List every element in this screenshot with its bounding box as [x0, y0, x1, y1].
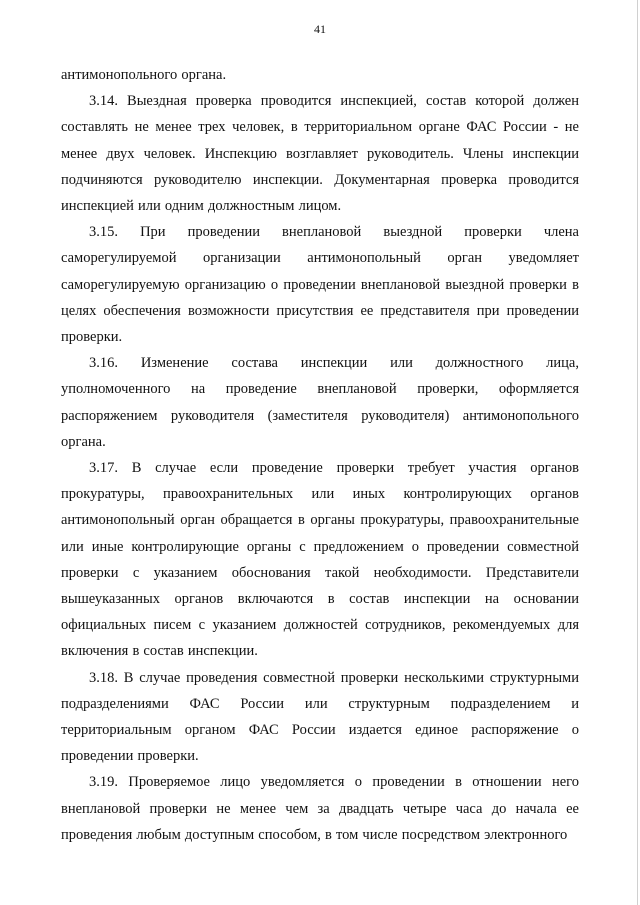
paragraph-3-15: 3.15. При проведении внеплановой выездной проверки члена саморегулируемой организации антимонопольный орган уведомляет саморегулируемую организацию о проведении внеплановой выездной проверки в целях обеспечения возможности присутствия ее представителя при проведении проверки.: [61, 224, 579, 346]
document-body: [61, 62, 579, 848]
paragraph-3-19: 3.19. Проверяемое лицо уведомляется о проведении в отношении него внеплановой проверки не менее чем за двадцать четыре часа до начала ее проведения любым доступным способом, в том числе посредством электронного: [61, 774, 579, 843]
paragraph-continuation: антимонопольного органа.: [61, 67, 227, 83]
paragraph-3-17: 3.17. В случае если проведение проверки требует участия органов прокуратуры, правоохранительных или иных контролирующих органов антимонопольный орган обращается в органы прокуратуры, правоохранительные или иные контролирующие органы с предложением о проведении совместной проверки с указанием обоснования такой необходимости. Представители вышеуказанных органов включаются в состав инспекции на основании официальных писем с указанием должностей сотрудников, рекомендуемых для включения в состав инспекции.: [61, 460, 579, 660]
page-edge: [637, 0, 638, 905]
paragraph-3-14: 3.14. Выездная проверка проводится инспекцией, состав которой должен составлять не менее трех человек, в территориальном органе ФАС России - не менее двух человек. Инспекцию возглавляет руководитель. Члены инспекции подчиняются руководителю инспекции. Документарная проверка проводится инспекцией или одним должностным лицом.: [61, 93, 579, 215]
paragraph-3-16: 3.16. Изменение состава инспекции или должностного лица, уполномоченного на проведение внеплановой проверки, оформляется распоряжением руководителя (заместителя руководителя) антимонопольного органа.: [61, 355, 579, 450]
page-number: 41: [314, 22, 326, 36]
paragraph-3-18: 3.18. В случае проведения совместной проверки несколькими структурными подразделениями ФАС России или структурным подразделением и территориальным органом ФАС России издается единое распоряжение о проведении проверки.: [61, 669, 579, 765]
